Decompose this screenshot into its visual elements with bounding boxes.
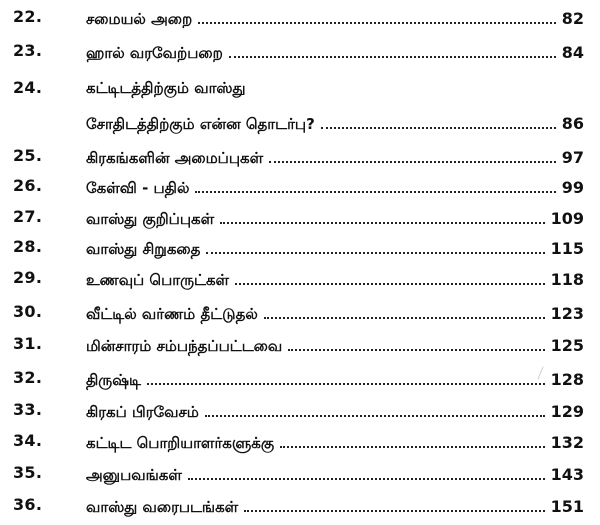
entry-number: 24. xyxy=(13,78,43,97)
entry-title: கட்டிட பொறியாளர்களுக்கு xyxy=(86,434,275,452)
entry-number: 31. xyxy=(13,334,43,353)
entry-title: வாஸ்து வரைபடங்கள் xyxy=(86,498,239,516)
entry-page-number: 143 xyxy=(550,465,584,484)
entry-page-number: 129 xyxy=(550,402,584,421)
entry-title: மின்சாரம் சம்பந்தப்பட்டவை xyxy=(86,337,283,355)
toc-entry xyxy=(0,233,600,267)
entry-page-number: 82 xyxy=(561,9,584,28)
dot-leader xyxy=(206,252,544,254)
entry-title: உணவுப் பொருட்கள் xyxy=(86,271,230,289)
entry-page-number: 97 xyxy=(561,148,584,167)
toc-entry xyxy=(0,74,600,108)
entry-page-number: 115 xyxy=(550,239,584,258)
toc-entry xyxy=(0,396,600,430)
entry-page-number: 109 xyxy=(550,209,584,228)
dot-leader xyxy=(280,446,545,448)
entry-title: அனுபவங்கள் xyxy=(86,466,182,484)
toc-entry xyxy=(0,459,600,493)
entry-line xyxy=(86,146,584,168)
entry-page-number: 86 xyxy=(561,114,584,133)
toc-entry xyxy=(0,37,600,71)
entry-title-line1: கட்டிடத்திற்கும் வாஸ்து xyxy=(86,79,246,97)
entry-number: 35. xyxy=(13,463,43,482)
entry-line xyxy=(86,7,584,29)
dot-leader xyxy=(235,283,545,285)
dot-leader xyxy=(188,478,545,480)
entry-page-number: 132 xyxy=(550,433,584,452)
entry-line xyxy=(86,334,584,356)
toc-entry xyxy=(0,427,600,461)
entry-line xyxy=(86,495,584,517)
toc-entry xyxy=(0,142,600,176)
entry-number: 30. xyxy=(13,302,43,321)
dot-leader xyxy=(195,191,555,193)
entry-title: வாஸ்து சிறுகதை xyxy=(86,240,201,258)
entry-title: கேள்வி - பதில் xyxy=(86,179,190,197)
entry-number: 29. xyxy=(13,268,43,287)
entry-number: 23. xyxy=(13,41,43,60)
entry-line xyxy=(86,112,584,134)
entry-line xyxy=(86,237,584,259)
entry-number: 26. xyxy=(13,176,43,195)
entry-title: கிரகப் பிரவேசம் xyxy=(86,403,199,421)
entry-number: 28. xyxy=(13,237,43,256)
entry-line xyxy=(86,268,584,290)
entry-number: 27. xyxy=(13,207,43,226)
toc-entry xyxy=(0,491,600,525)
toc-entry xyxy=(0,298,600,332)
entry-title: சமையல் அறை xyxy=(86,10,193,28)
entry-page-number: 125 xyxy=(550,336,584,355)
dot-leader xyxy=(147,383,545,385)
dot-leader xyxy=(321,127,556,129)
entry-title: வீட்டில் வர்ணம் தீட்டுதல் xyxy=(86,305,258,323)
entry-line xyxy=(86,431,584,453)
entry-line xyxy=(86,41,584,63)
entry-page-number: 99 xyxy=(561,178,584,197)
toc-entry xyxy=(0,364,600,398)
entry-number: 36. xyxy=(13,495,43,514)
dot-leader xyxy=(264,317,545,319)
dot-leader xyxy=(220,222,544,224)
entry-line xyxy=(86,368,584,390)
dot-leader xyxy=(244,510,544,512)
entry-number: 32. xyxy=(13,368,43,387)
entry-number: 34. xyxy=(13,431,43,450)
toc-entry-continuation xyxy=(0,108,600,142)
entry-line xyxy=(86,207,584,229)
entry-page-number: 128 xyxy=(550,370,584,389)
entry-page-number: 123 xyxy=(550,304,584,323)
entry-number: 25. xyxy=(13,146,43,165)
toc-entry xyxy=(0,172,600,206)
toc-entry xyxy=(0,264,600,298)
entry-page-number: 84 xyxy=(561,43,584,62)
entry-line xyxy=(86,463,584,485)
dot-leader xyxy=(288,349,544,351)
entry-title: கிரகங்களின் அமைப்புகள் xyxy=(86,149,264,167)
toc-entry xyxy=(0,3,600,37)
entry-title: ஹால் வரவேற்பறை xyxy=(86,44,223,62)
toc-entry xyxy=(0,330,600,364)
entry-title: வாஸ்து குறிப்புகள் xyxy=(86,210,215,228)
entry-number: 33. xyxy=(13,400,43,419)
toc-entry xyxy=(0,203,600,237)
entry-page-number: 118 xyxy=(550,270,584,289)
dot-leader xyxy=(198,22,556,24)
entry-line xyxy=(86,302,584,324)
entry-title: சோதிடத்திற்கும் என்ன தொடர்பு? xyxy=(86,115,315,133)
dot-leader xyxy=(269,161,556,163)
entry-page-number: 151 xyxy=(550,497,584,516)
entry-number: 22. xyxy=(13,7,43,26)
dot-leader xyxy=(205,415,545,417)
entry-title: திருஷ்டி xyxy=(86,371,141,389)
entry-line xyxy=(86,176,584,198)
entry-line xyxy=(86,400,584,422)
dot-leader xyxy=(229,56,556,58)
